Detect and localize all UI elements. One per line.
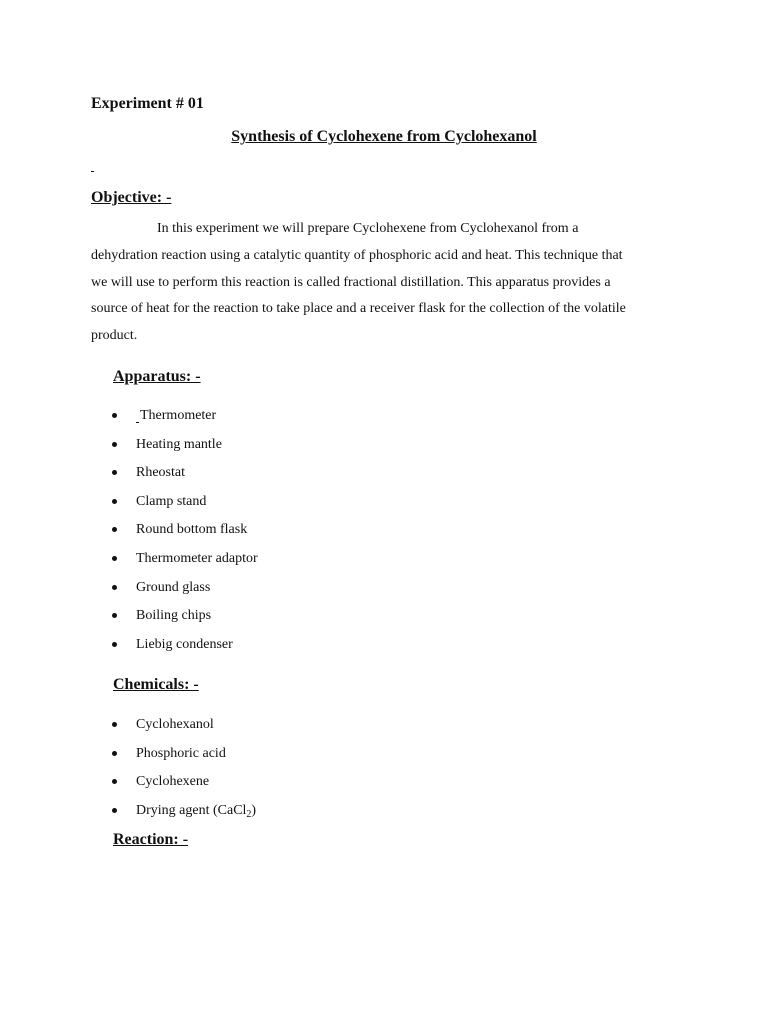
apparatus-heading: Apparatus: - <box>113 368 201 385</box>
experiment-label: Experiment # 01 <box>91 95 204 112</box>
apparatus-list <box>110 407 258 664</box>
bullet-icon <box>112 613 117 618</box>
list-item: Drying agent (CaCl$_2$) <box>110 802 256 831</box>
bullet-icon <box>112 413 117 418</box>
bullet-icon <box>112 722 117 727</box>
bullet-icon <box>112 585 117 590</box>
chemicals-heading: Chemicals: - <box>113 676 199 693</box>
list-item: Cyclohexene <box>110 773 256 802</box>
list-item: Thermometer <box>110 407 258 436</box>
bullet-icon <box>112 779 117 784</box>
list-item: Heating mantle <box>110 436 258 465</box>
list-item: Cyclohexanol <box>110 716 256 745</box>
list-item: Thermometer adaptor <box>110 550 258 579</box>
objective-line-2: dehydration reaction using a catalytic quantity of phosphoric acid and heat. This technique that <box>91 248 623 263</box>
stray-dash-mark <box>136 422 139 423</box>
bullet-icon <box>112 442 117 447</box>
stray-dash-mark <box>91 171 94 172</box>
list-item: Round bottom flask <box>110 521 258 550</box>
reaction-heading: Reaction: - <box>113 831 189 848</box>
bullet-icon <box>112 527 117 532</box>
list-item: Boiling chips <box>110 607 258 636</box>
page-title: Synthesis of Cyclohexene from Cyclohexanol <box>231 128 537 145</box>
objective-line-5: product. <box>91 328 138 343</box>
list-item: Liebig condenser <box>110 636 258 665</box>
objective-line-4: source of heat for the reaction to take place and a receiver flask for the collection of the volatile <box>91 301 626 316</box>
objective-line-3: we will use to perform this reaction is called fractional distillation. This apparatus provides a <box>91 275 611 290</box>
bullet-icon <box>112 470 117 475</box>
bullet-icon <box>112 556 117 561</box>
bullet-icon <box>112 808 117 813</box>
bullet-icon <box>112 499 117 504</box>
list-item: Phosphoric acid <box>110 745 256 774</box>
objective-heading: Objective: - <box>91 189 172 206</box>
objective-line-1: In this experiment we will prepare Cyclohexene from Cyclohexanol from a <box>157 221 579 236</box>
list-item: Ground glass <box>110 579 258 608</box>
bullet-icon <box>112 751 117 756</box>
list-item: Rheostat <box>110 464 258 493</box>
bullet-icon <box>112 642 117 647</box>
chemicals-list <box>110 716 256 830</box>
list-item: Clamp stand <box>110 493 258 522</box>
